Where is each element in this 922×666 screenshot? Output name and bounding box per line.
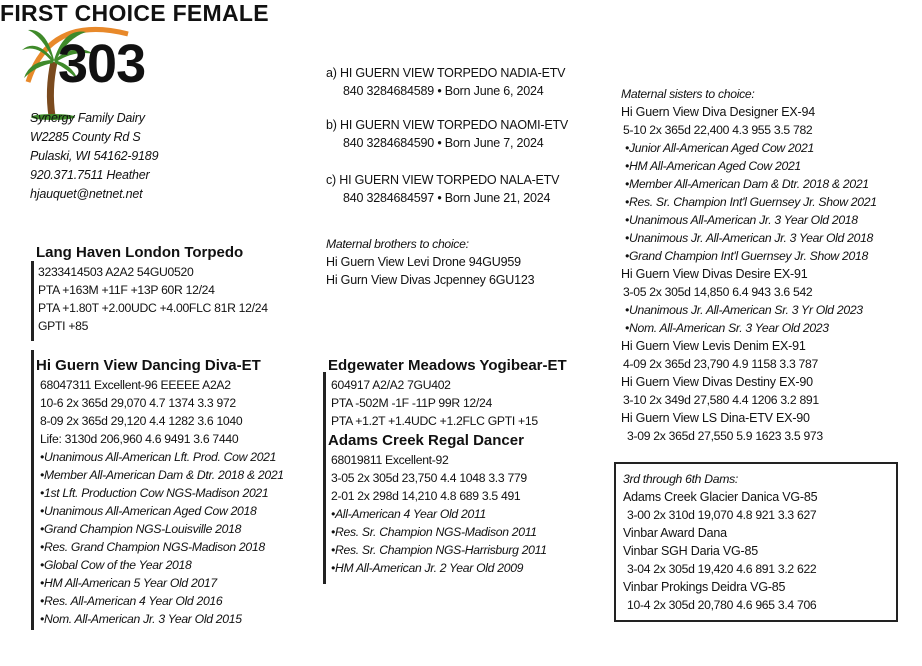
sister-honor: •Grand Champion Int'l Guernsey Jr. Show 2018 — [625, 249, 868, 263]
consignor-city: Pulaski, WI 54162-9189 — [30, 149, 159, 163]
second-dam-honor: •HM All-American Jr. 2 Year Old 2009 — [331, 561, 524, 575]
second-dam-line: 68019811 Excellent-92 — [331, 453, 449, 467]
sister-record: 4-09 2x 365d 23,790 4.9 1158 3.3 787 — [623, 357, 818, 371]
maternal-grandsire-line: PTA -502M -1F -11P 99R 12/24 — [331, 396, 492, 410]
dam-honor: •Res. Grand Champion NGS-Madison 2018 — [40, 540, 265, 554]
sister-name: Hi Guern View Divas Desire EX-91 — [621, 267, 808, 281]
sister-record: 3-05 2x 305d 14,850 6.4 943 3.6 542 — [623, 285, 813, 299]
dam-bracket — [31, 350, 34, 630]
sister-record: 3-10 2x 349d 27,580 4.4 1206 3.2 891 — [623, 393, 819, 407]
maternal-grandsire-name: Edgewater Meadows Yogibear-ET — [328, 357, 567, 374]
maternal-grandsire-line: 604917 A2/A2 7GU402 — [331, 378, 451, 392]
choice-a-name: a) HI GUERN VIEW TORPEDO NADIA-ETV — [326, 66, 566, 80]
second-dam-honor: •All-American 4 Year Old 2011 — [331, 507, 486, 521]
dam-honor: •Member All-American Dam & Dtr. 2018 & 2021 — [40, 468, 284, 482]
dam-line: 8-09 2x 365d 29,120 4.4 1282 3.6 1040 — [40, 414, 243, 428]
consignor-name: Synergy Family Dairy — [30, 111, 145, 125]
maternal-brothers-heading: Maternal brothers to choice: — [326, 237, 469, 251]
sister-name: Hi Guern View Levis Denim EX-91 — [621, 339, 806, 353]
dam-honor: •Res. All-American 4 Year Old 2016 — [40, 594, 223, 608]
maternal-brother: Hi Guern View Levi Drone 94GU959 — [326, 255, 521, 269]
sister-record: 5-10 2x 365d 22,400 4.3 955 3.5 782 — [623, 123, 813, 137]
second-dam-line: 3-05 2x 305d 23,750 4.4 1048 3.3 779 — [331, 471, 527, 485]
sister-honor: •Nom. All-American Sr. 3 Year Old 2023 — [625, 321, 829, 335]
dam-honor: •HM All-American 5 Year Old 2017 — [40, 576, 217, 590]
sire-name: Lang Haven London Torpedo — [36, 244, 244, 261]
sister-honor: •Member All-American Dam & Dtr. 2018 & 2021 — [625, 177, 869, 191]
choice-b-name: b) HI GUERN VIEW TORPEDO NAOMI-ETV — [326, 118, 569, 132]
sister-name: Hi Guern View LS Dina-ETV EX-90 — [621, 411, 810, 425]
second-dam-name: Adams Creek Regal Dancer — [328, 432, 524, 449]
dam-line: Vinbar Prokings Deidra VG-85 — [623, 580, 786, 594]
dam-honor: •Unanimous All-American Aged Cow 2018 — [40, 504, 257, 518]
sire-line: PTA +163M +11F +13P 60R 12/24 — [38, 283, 215, 297]
consignor-phone: 920.371.7511 Heather — [30, 168, 150, 182]
dam-line: 68047311 Excellent-96 EEEEE A2A2 — [40, 378, 231, 392]
sister-honor: •Res. Sr. Champion Int'l Guernsey Jr. Show 2021 — [625, 195, 877, 209]
sister-name: Hi Guern View Divas Destiny EX-90 — [621, 375, 813, 389]
page-title: FIRST CHOICE FEMALE — [0, 0, 269, 26]
sister-honor: •Junior All-American Aged Cow 2021 — [625, 141, 814, 155]
sire-line: 3233414503 A2A2 54GU0520 — [38, 265, 194, 279]
second-dam-line: 2-01 2x 298d 14,210 4.8 689 3.5 491 — [331, 489, 521, 503]
dam-honor: •Global Cow of the Year 2018 — [40, 558, 192, 572]
sister-honor: •Unanimous All-American Jr. 3 Year Old 2018 — [625, 213, 858, 227]
sister-name: Hi Guern View Diva Designer EX-94 — [621, 105, 815, 119]
maternal-sisters-heading: Maternal sisters to choice: — [621, 87, 755, 101]
dam-line: Vinbar Award Dana — [623, 526, 727, 540]
sire-line: PTA +1.80T +2.00UDC +4.00FLC 81R 12/24 — [38, 301, 268, 315]
sister-honor: •Unanimous Jr. All-American Sr. 3 Yr Old 2023 — [625, 303, 863, 317]
dam-line: Adams Creek Glacier Danica VG-85 — [623, 490, 818, 504]
dams-3-6-heading: 3rd through 6th Dams: — [623, 472, 738, 486]
dam-record: 3-04 2x 305d 19,420 4.6 891 3.2 622 — [627, 562, 817, 576]
dam-honor: •Grand Champion NGS-Louisville 2018 — [40, 522, 242, 536]
choice-a-detail: 840 3284684589 • Born June 6, 2024 — [343, 84, 544, 98]
lot-number: 303 — [58, 34, 146, 94]
choice-c-detail: 840 3284684597 • Born June 21, 2024 — [343, 191, 551, 205]
dam-line: Vinbar SGH Daria VG-85 — [623, 544, 759, 558]
maternal-brother: Hi Gurn View Divas Jcpenney 6GU123 — [326, 273, 535, 287]
dam-record: 10-4 2x 305d 20,780 4.6 965 3.4 706 — [627, 598, 817, 612]
choice-c-name: c) HI GUERN VIEW TORPEDO NALA-ETV — [326, 173, 560, 187]
dam-honor: •Unanimous All-American Lft. Prod. Cow 2021 — [40, 450, 277, 464]
sister-record: 3-09 2x 365d 27,550 5.9 1623 3.5 973 — [627, 429, 823, 443]
lot-logo — [20, 20, 170, 120]
sister-honor: •Unanimous Jr. All-American Jr. 3 Year Old 2018 — [625, 231, 874, 245]
dam-honor: •Nom. All-American Jr. 3 Year Old 2015 — [40, 612, 242, 626]
grandsire-bracket — [323, 372, 326, 584]
maternal-grandsire-line: PTA +1.2T +1.4UDC +1.2FLC GPTI +15 — [331, 414, 538, 428]
dam-line: 10-6 2x 365d 29,070 4.7 1374 3.3 972 — [40, 396, 236, 410]
consignor-address: W2285 County Rd S — [30, 130, 141, 144]
sire-bracket-top — [31, 261, 34, 341]
choice-b-detail: 840 3284684590 • Born June 7, 2024 — [343, 136, 544, 150]
dam-name: Hi Guern View Dancing Diva-ET — [36, 357, 261, 374]
dam-honor: •1st Lft. Production Cow NGS-Madison 2021 — [40, 486, 269, 500]
dam-record: 3-00 2x 310d 19,070 4.8 921 3.3 627 — [627, 508, 817, 522]
sister-honor: •HM All-American Aged Cow 2021 — [625, 159, 801, 173]
second-dam-honor: •Res. Sr. Champion NGS-Harrisburg 2011 — [331, 543, 547, 557]
consignor-email: hjauquet@netnet.net — [30, 187, 143, 201]
dam-line: Life: 3130d 206,960 4.6 9491 3.6 7440 — [40, 432, 239, 446]
sire-line: GPTI +85 — [38, 319, 89, 333]
second-dam-honor: •Res. Sr. Champion NGS-Madison 2011 — [331, 525, 537, 539]
